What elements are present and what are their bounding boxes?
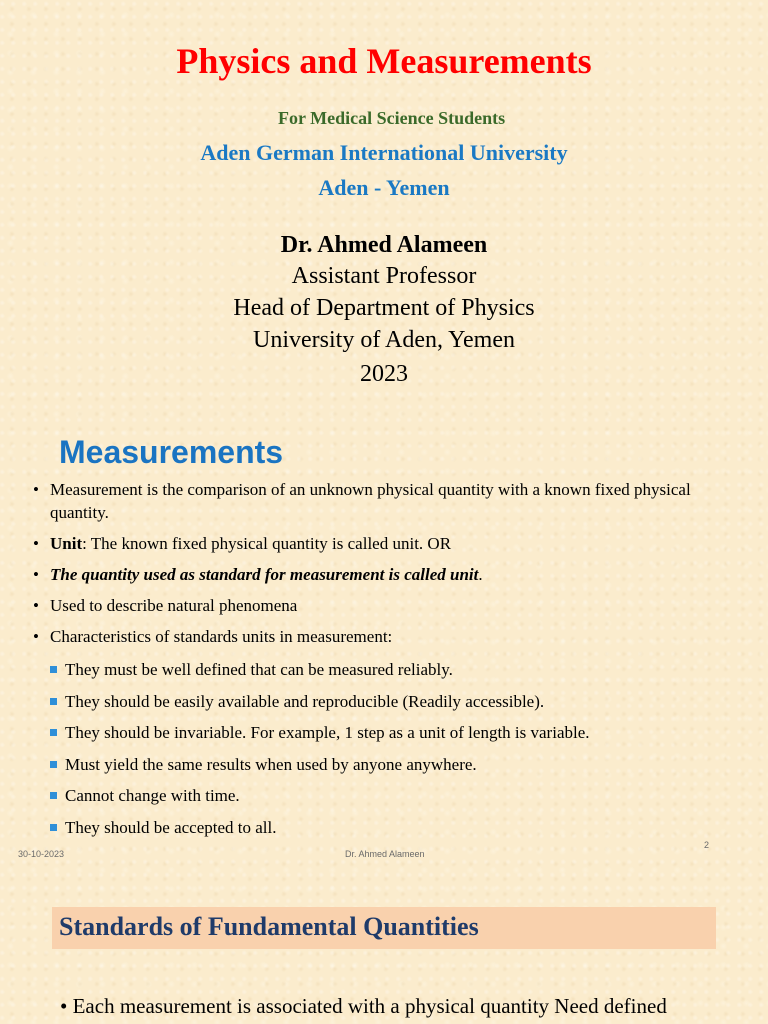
sub-bullet-item: They should be easily available and reproducible (Readily accessible). — [50, 690, 750, 713]
bullet-item: • The quantity used as standard for measurement is called unit. — [33, 565, 483, 584]
bullet-list — [33, 478, 733, 656]
university-name: Aden German International University — [200, 140, 568, 165]
footer-author: Dr. Ahmed Alameen — [345, 849, 425, 859]
bullet-item: • Each measurement is associated with a physical quantity Need defined — [60, 994, 667, 1018]
slide-title: Physics and Measurements — [176, 41, 592, 81]
bullet-item: • Used to describe natural phenomena — [33, 596, 298, 615]
page-number: 2 — [704, 840, 710, 850]
slide-title: Standards of Fundamental Quantities — [59, 912, 479, 941]
bullet-item: • Measurement is the comparison of an unknown physical quantity with a known fixed physical quantity. — [33, 480, 691, 522]
square-bullet-icon — [50, 761, 57, 768]
year: 2023 — [360, 361, 408, 387]
author-position: Assistant Professor — [291, 263, 477, 289]
measurements-slide — [0, 424, 768, 864]
standards-slide — [0, 864, 768, 1024]
author-name: Dr. Ahmed Alameen — [280, 232, 488, 258]
bullet-item: • Unit: The known fixed physical quantity is called unit. OR — [33, 534, 452, 553]
author-affiliation: University of Aden, Yemen — [253, 327, 515, 353]
location: Aden - Yemen — [318, 175, 450, 200]
square-bullet-icon — [50, 792, 57, 799]
sub-bullet-list — [50, 658, 750, 847]
author-department: Head of Department of Physics — [233, 295, 535, 321]
slide-subtitle: For Medical Science Students — [278, 108, 506, 128]
sub-bullet-item: Cannot change with time. — [50, 784, 750, 807]
sub-bullet-item: They should be invariable. For example, 1 step as a unit of length is variable. — [50, 721, 750, 744]
title-banner — [52, 907, 716, 949]
footer-date: 30-10-2023 — [18, 849, 65, 859]
sub-bullet-item: Must yield the same results when used by anyone anywhere. — [50, 753, 750, 776]
square-bullet-icon — [50, 698, 57, 705]
square-bullet-icon — [50, 824, 57, 831]
title-slide — [0, 0, 768, 424]
square-bullet-icon — [50, 729, 57, 736]
sub-bullet-item: They must be well defined that can be measured reliably. — [50, 658, 750, 681]
bullet-item: • Characteristics of standards units in measurement: — [33, 627, 393, 646]
sub-bullet-item: They should be accepted to all. — [50, 816, 750, 839]
slide-title: Measurements — [59, 434, 284, 470]
square-bullet-icon — [50, 666, 57, 673]
